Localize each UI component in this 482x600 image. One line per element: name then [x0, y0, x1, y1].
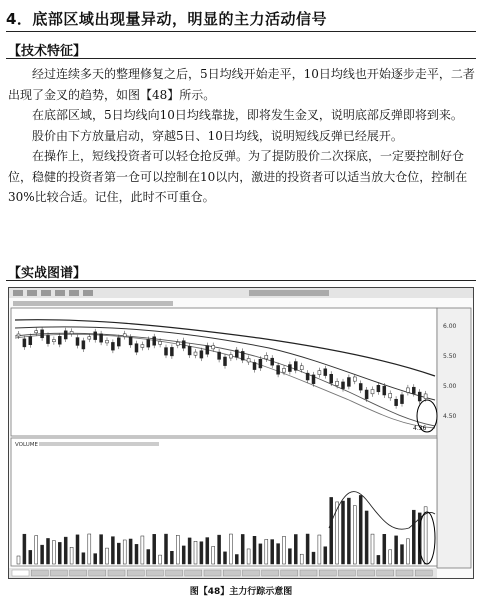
- volume-bar: [165, 534, 168, 564]
- volume-bar: [241, 534, 244, 564]
- volume-bar: [253, 536, 256, 564]
- candle-body: [418, 392, 421, 401]
- candle-body: [342, 382, 345, 389]
- candle-body: [353, 377, 356, 381]
- candle-body: [147, 340, 150, 348]
- candle-body: [347, 378, 350, 387]
- candle-body: [111, 342, 114, 350]
- axis-tick-label: 4.50: [443, 413, 457, 420]
- volume-bar: [312, 552, 315, 564]
- volume-bar: [353, 506, 356, 564]
- candle-body: [159, 341, 162, 344]
- candle-body: [283, 368, 286, 372]
- volume-bar: [70, 547, 73, 564]
- volume-info-line: [39, 442, 159, 446]
- paragraph-3: 股价由下方放量启动，穿越5日、10日均线，说明短线反弹已经展开。: [32, 128, 403, 143]
- candle-body: [412, 387, 415, 393]
- volume-bar: [111, 537, 114, 564]
- candle-body: [300, 366, 303, 370]
- bottom-tab: [281, 570, 298, 576]
- candle-body: [76, 338, 79, 346]
- axis-tick-label: 5.50: [443, 353, 457, 360]
- bottom-tab: [70, 570, 87, 576]
- candle-body: [58, 336, 61, 344]
- volume-bar: [206, 538, 209, 564]
- candle-body: [389, 393, 392, 397]
- candle-body: [176, 342, 179, 345]
- volume-bar: [106, 548, 109, 564]
- bottom-tab: [262, 570, 279, 576]
- stock-chart-screenshot: [8, 287, 474, 579]
- candle-body: [312, 375, 315, 384]
- candle-body: [188, 346, 191, 355]
- volume-bar: [200, 542, 203, 564]
- bottom-tab: [377, 570, 394, 576]
- bottom-tab: [166, 570, 183, 576]
- candle-body: [229, 355, 232, 358]
- bottom-tab: [358, 570, 375, 576]
- volume-bar: [247, 549, 250, 564]
- volume-bar: [117, 543, 120, 564]
- candle-body: [52, 340, 55, 342]
- candle-body: [182, 341, 185, 348]
- volume-bar: [395, 536, 398, 564]
- volume-bar: [300, 554, 303, 564]
- volume-bar: [283, 536, 286, 564]
- volume-bar: [365, 511, 368, 564]
- volume-bar: [188, 538, 191, 564]
- paragraph-1: 经过连续多天的整理修复之后，5日均线开始走平，10日均线也开始逐步走平，二者出现了金叉的趋势，如图【48】所示。: [8, 67, 475, 102]
- volume-bar: [64, 537, 67, 564]
- candle-body: [306, 373, 309, 380]
- bottom-tab: [127, 570, 144, 576]
- volume-bar: [47, 538, 50, 564]
- candle-body: [406, 388, 409, 393]
- bottom-tab: [415, 570, 432, 576]
- axis-tick-label: 5.00: [443, 383, 457, 390]
- candle-body: [424, 394, 427, 399]
- volume-bar: [259, 544, 262, 564]
- volume-bar: [52, 541, 55, 564]
- toolbar-button: [41, 290, 51, 296]
- chart-image: [9, 288, 473, 578]
- candle-body: [135, 344, 138, 352]
- volume-bar: [82, 553, 85, 564]
- bottom-tab: [242, 570, 259, 576]
- volume-bar: [229, 534, 232, 564]
- bottom-tab: [50, 570, 67, 576]
- volume-bar: [406, 539, 409, 564]
- candle-body: [200, 351, 203, 358]
- volume-bar: [170, 551, 173, 564]
- volume-bar: [159, 555, 162, 564]
- candle-body: [123, 334, 126, 337]
- candle-body: [241, 351, 244, 360]
- toolbar-button: [27, 290, 37, 296]
- candle-body: [206, 346, 209, 355]
- volume-bar: [288, 549, 291, 564]
- candle-body: [100, 334, 103, 342]
- volume-bar: [58, 542, 61, 564]
- features-heading: 【技术特征】: [8, 44, 87, 59]
- candle-body: [88, 337, 91, 339]
- candle-body: [247, 358, 250, 362]
- volume-bar: [294, 534, 297, 564]
- volume-bar: [330, 497, 333, 564]
- candle-body: [277, 365, 280, 374]
- candle-body: [47, 335, 50, 343]
- volume-bar: [194, 541, 197, 564]
- volume-bar: [318, 535, 321, 564]
- candle-body: [218, 352, 221, 359]
- candle-body: [253, 362, 256, 369]
- candle-body: [117, 338, 120, 346]
- paragraph-4: 在操作上，短线投资者可以轻仓抢反弹。为了提防股价二次探底，一定要控制好仓位，稳健的投资者第一仓可以控制在10以内，激进的投资者可以适当放大仓位，控制在30%比较合适。记住，此时不可重仓。: [8, 149, 468, 204]
- candle-body: [330, 374, 333, 383]
- candle-body: [359, 383, 362, 390]
- volume-bar: [401, 545, 404, 564]
- candle-body: [64, 331, 67, 339]
- candle-body: [35, 331, 38, 333]
- volume-bar: [224, 552, 227, 564]
- price-marker-label: 4.36: [413, 425, 427, 432]
- practice-divider: [6, 280, 476, 281]
- volume-bar: [306, 534, 309, 564]
- candle-body: [259, 359, 262, 368]
- candle-body: [106, 340, 109, 343]
- candle-body: [17, 334, 20, 336]
- volume-bar: [389, 550, 392, 564]
- bottom-tab: [185, 570, 202, 576]
- toolbar-button: [69, 290, 79, 296]
- candle-body: [23, 339, 26, 347]
- candle-body: [383, 386, 386, 395]
- candle-body: [365, 390, 368, 399]
- volume-bar: [147, 550, 150, 564]
- bottom-tab: [338, 570, 355, 576]
- volume-bar: [347, 498, 350, 564]
- candle-body: [318, 371, 321, 375]
- volume-bar: [265, 539, 268, 564]
- volume-bar: [371, 534, 374, 564]
- candle-body: [194, 352, 197, 355]
- candle-body: [82, 341, 85, 349]
- toolbar-button: [83, 290, 93, 296]
- volume-bar: [383, 534, 386, 564]
- candle-body: [129, 337, 132, 345]
- section-title: 4．底部区域出现量异动，明显的主力活动信号: [6, 10, 327, 28]
- volume-bar: [342, 501, 345, 564]
- candle-body: [265, 355, 268, 359]
- volume-bar: [23, 534, 26, 564]
- candle-body: [294, 362, 297, 371]
- volume-bar: [17, 556, 20, 564]
- figure-caption: 图【48】主力行踪示意图: [189, 587, 293, 597]
- bottom-tab: [108, 570, 125, 576]
- volume-bar: [100, 535, 103, 564]
- bottom-tab: [396, 570, 413, 576]
- candle-body: [224, 357, 227, 366]
- candle-body: [94, 332, 97, 340]
- candle-body: [41, 330, 44, 338]
- candle-body: [336, 381, 339, 385]
- price-axis: [437, 308, 471, 568]
- volume-bar: [76, 535, 79, 564]
- volume-bar: [35, 536, 38, 564]
- toolbar-button: [55, 290, 65, 296]
- volume-bar: [271, 540, 274, 564]
- candle-body: [377, 385, 380, 392]
- candle-body: [165, 348, 168, 356]
- volume-bar: [424, 507, 427, 564]
- volume-bar: [324, 547, 327, 564]
- volume-bar: [129, 539, 132, 564]
- candle-body: [371, 389, 374, 393]
- axis-tick-label: 6.00: [443, 323, 457, 330]
- volume-bar: [88, 534, 91, 564]
- practice-heading: 【实战图谱】: [8, 266, 87, 281]
- volume-bar: [94, 554, 97, 564]
- volume-bar: [153, 534, 156, 564]
- candle-body: [70, 331, 73, 333]
- bottom-tab: [12, 570, 29, 576]
- bottom-tab: [31, 570, 48, 576]
- features-body: [8, 64, 476, 208]
- bottom-tab: [146, 570, 163, 576]
- toolbar-button: [13, 290, 23, 296]
- volume-bar: [359, 495, 362, 564]
- ma-info-line: [13, 301, 173, 306]
- bottom-tab: [204, 570, 221, 576]
- bottom-tab: [300, 570, 317, 576]
- candle-body: [324, 369, 327, 376]
- volume-bar: [218, 535, 221, 564]
- volume-bar: [377, 555, 380, 564]
- candle-body: [212, 346, 215, 349]
- volume-bar: [41, 545, 44, 564]
- volume-bar: [235, 555, 238, 564]
- volume-bar: [141, 536, 144, 564]
- volume-bar: [212, 546, 215, 564]
- candle-body: [288, 365, 291, 372]
- candle-body: [170, 347, 173, 356]
- volume-bar: [135, 544, 138, 564]
- features-divider: [6, 58, 476, 59]
- volume-bar: [176, 535, 179, 564]
- candle-body: [271, 358, 274, 365]
- volume-bar: [412, 510, 415, 564]
- volume-bar: [29, 550, 32, 564]
- volume-bar: [182, 546, 185, 564]
- paragraph-2: 在底部区域，5日均线向10日均线靠拢，即将发生金叉，说明底部反弹即将到来。: [32, 108, 463, 122]
- candle-body: [29, 337, 32, 345]
- volume-bar: [123, 540, 126, 564]
- title-divider: [6, 31, 476, 32]
- candle-body: [153, 337, 156, 345]
- candle-body: [141, 345, 144, 348]
- candle-body: [235, 350, 238, 357]
- candle-body: [401, 395, 404, 404]
- candle-body: [395, 399, 398, 405]
- bottom-tab: [319, 570, 336, 576]
- toolbar-title: [249, 290, 329, 296]
- bottom-tab: [89, 570, 106, 576]
- bottom-tab: [223, 570, 240, 576]
- volume-bar: [277, 544, 280, 564]
- volume-label: VOLUME: [15, 442, 39, 448]
